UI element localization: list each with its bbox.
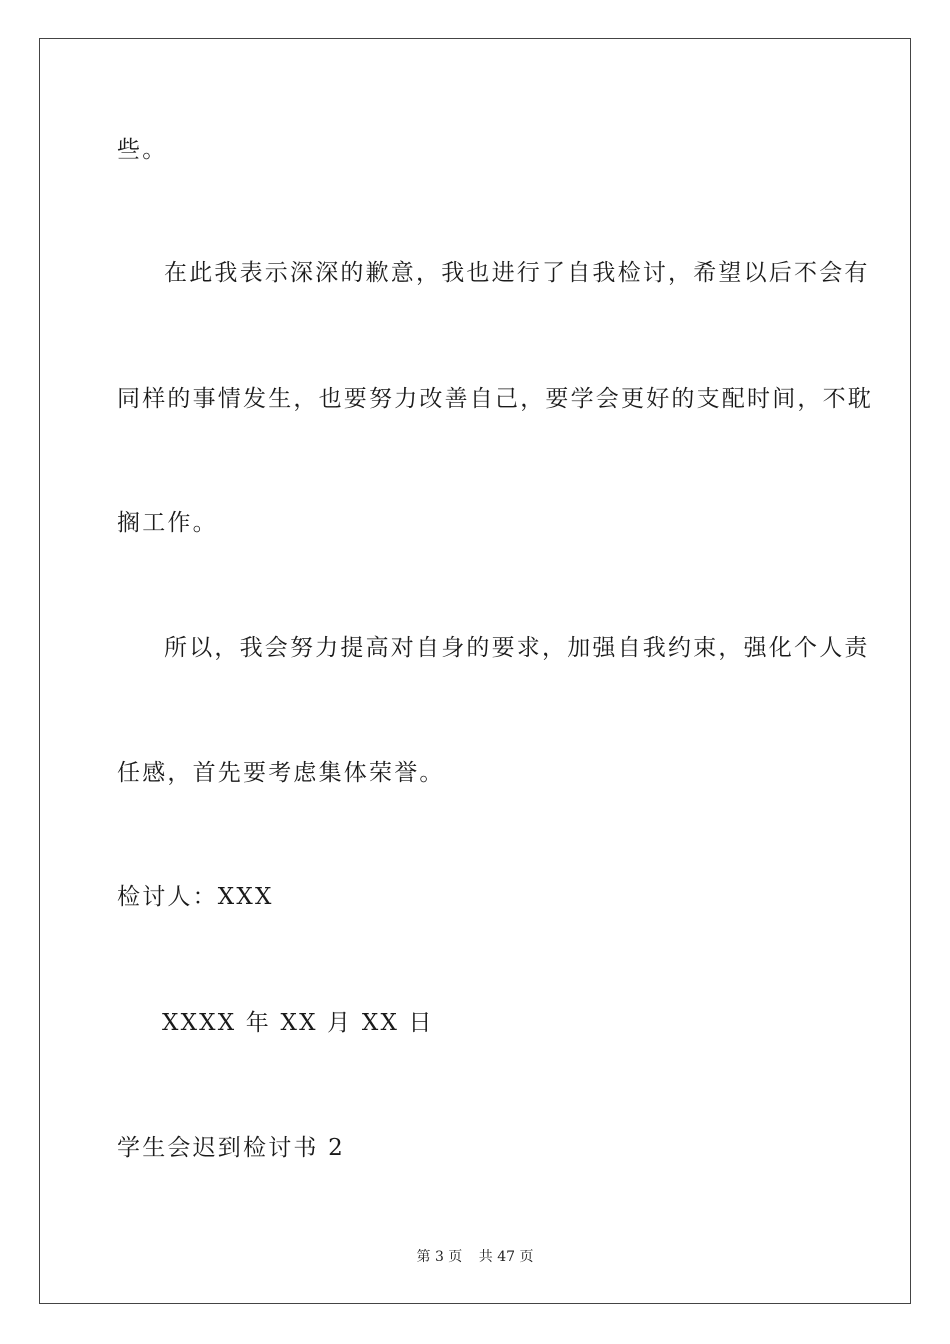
- section-heading: 学生会迟到检讨书 2: [117, 1135, 345, 1161]
- signer-line: 检讨人：XXX: [117, 884, 274, 910]
- paragraph-line: 所以，我会努力提高对自身的要求，加强自我约束，强化个人责: [164, 635, 870, 661]
- paragraph-line: 些。: [117, 137, 168, 163]
- paragraph-line: 在此我表示深深的歉意，我也进行了自我检讨，希望以后不会有: [164, 260, 870, 286]
- paragraph-line: 任感，首先要考虑集体荣誉。: [117, 760, 445, 786]
- paragraph-line: 搁工作。: [117, 510, 218, 536]
- page-number: 第 3 页: [416, 1249, 463, 1265]
- paragraph-line: 同样的事情发生，也要努力改善自己，要学会更好的支配时间，不耽: [117, 386, 873, 412]
- page-footer: [0, 1248, 950, 1266]
- date-line: XXXX 年 XX 月 XX 日: [162, 1010, 434, 1036]
- page-border: [39, 38, 911, 1304]
- page-total: 共 47 页: [478, 1249, 534, 1265]
